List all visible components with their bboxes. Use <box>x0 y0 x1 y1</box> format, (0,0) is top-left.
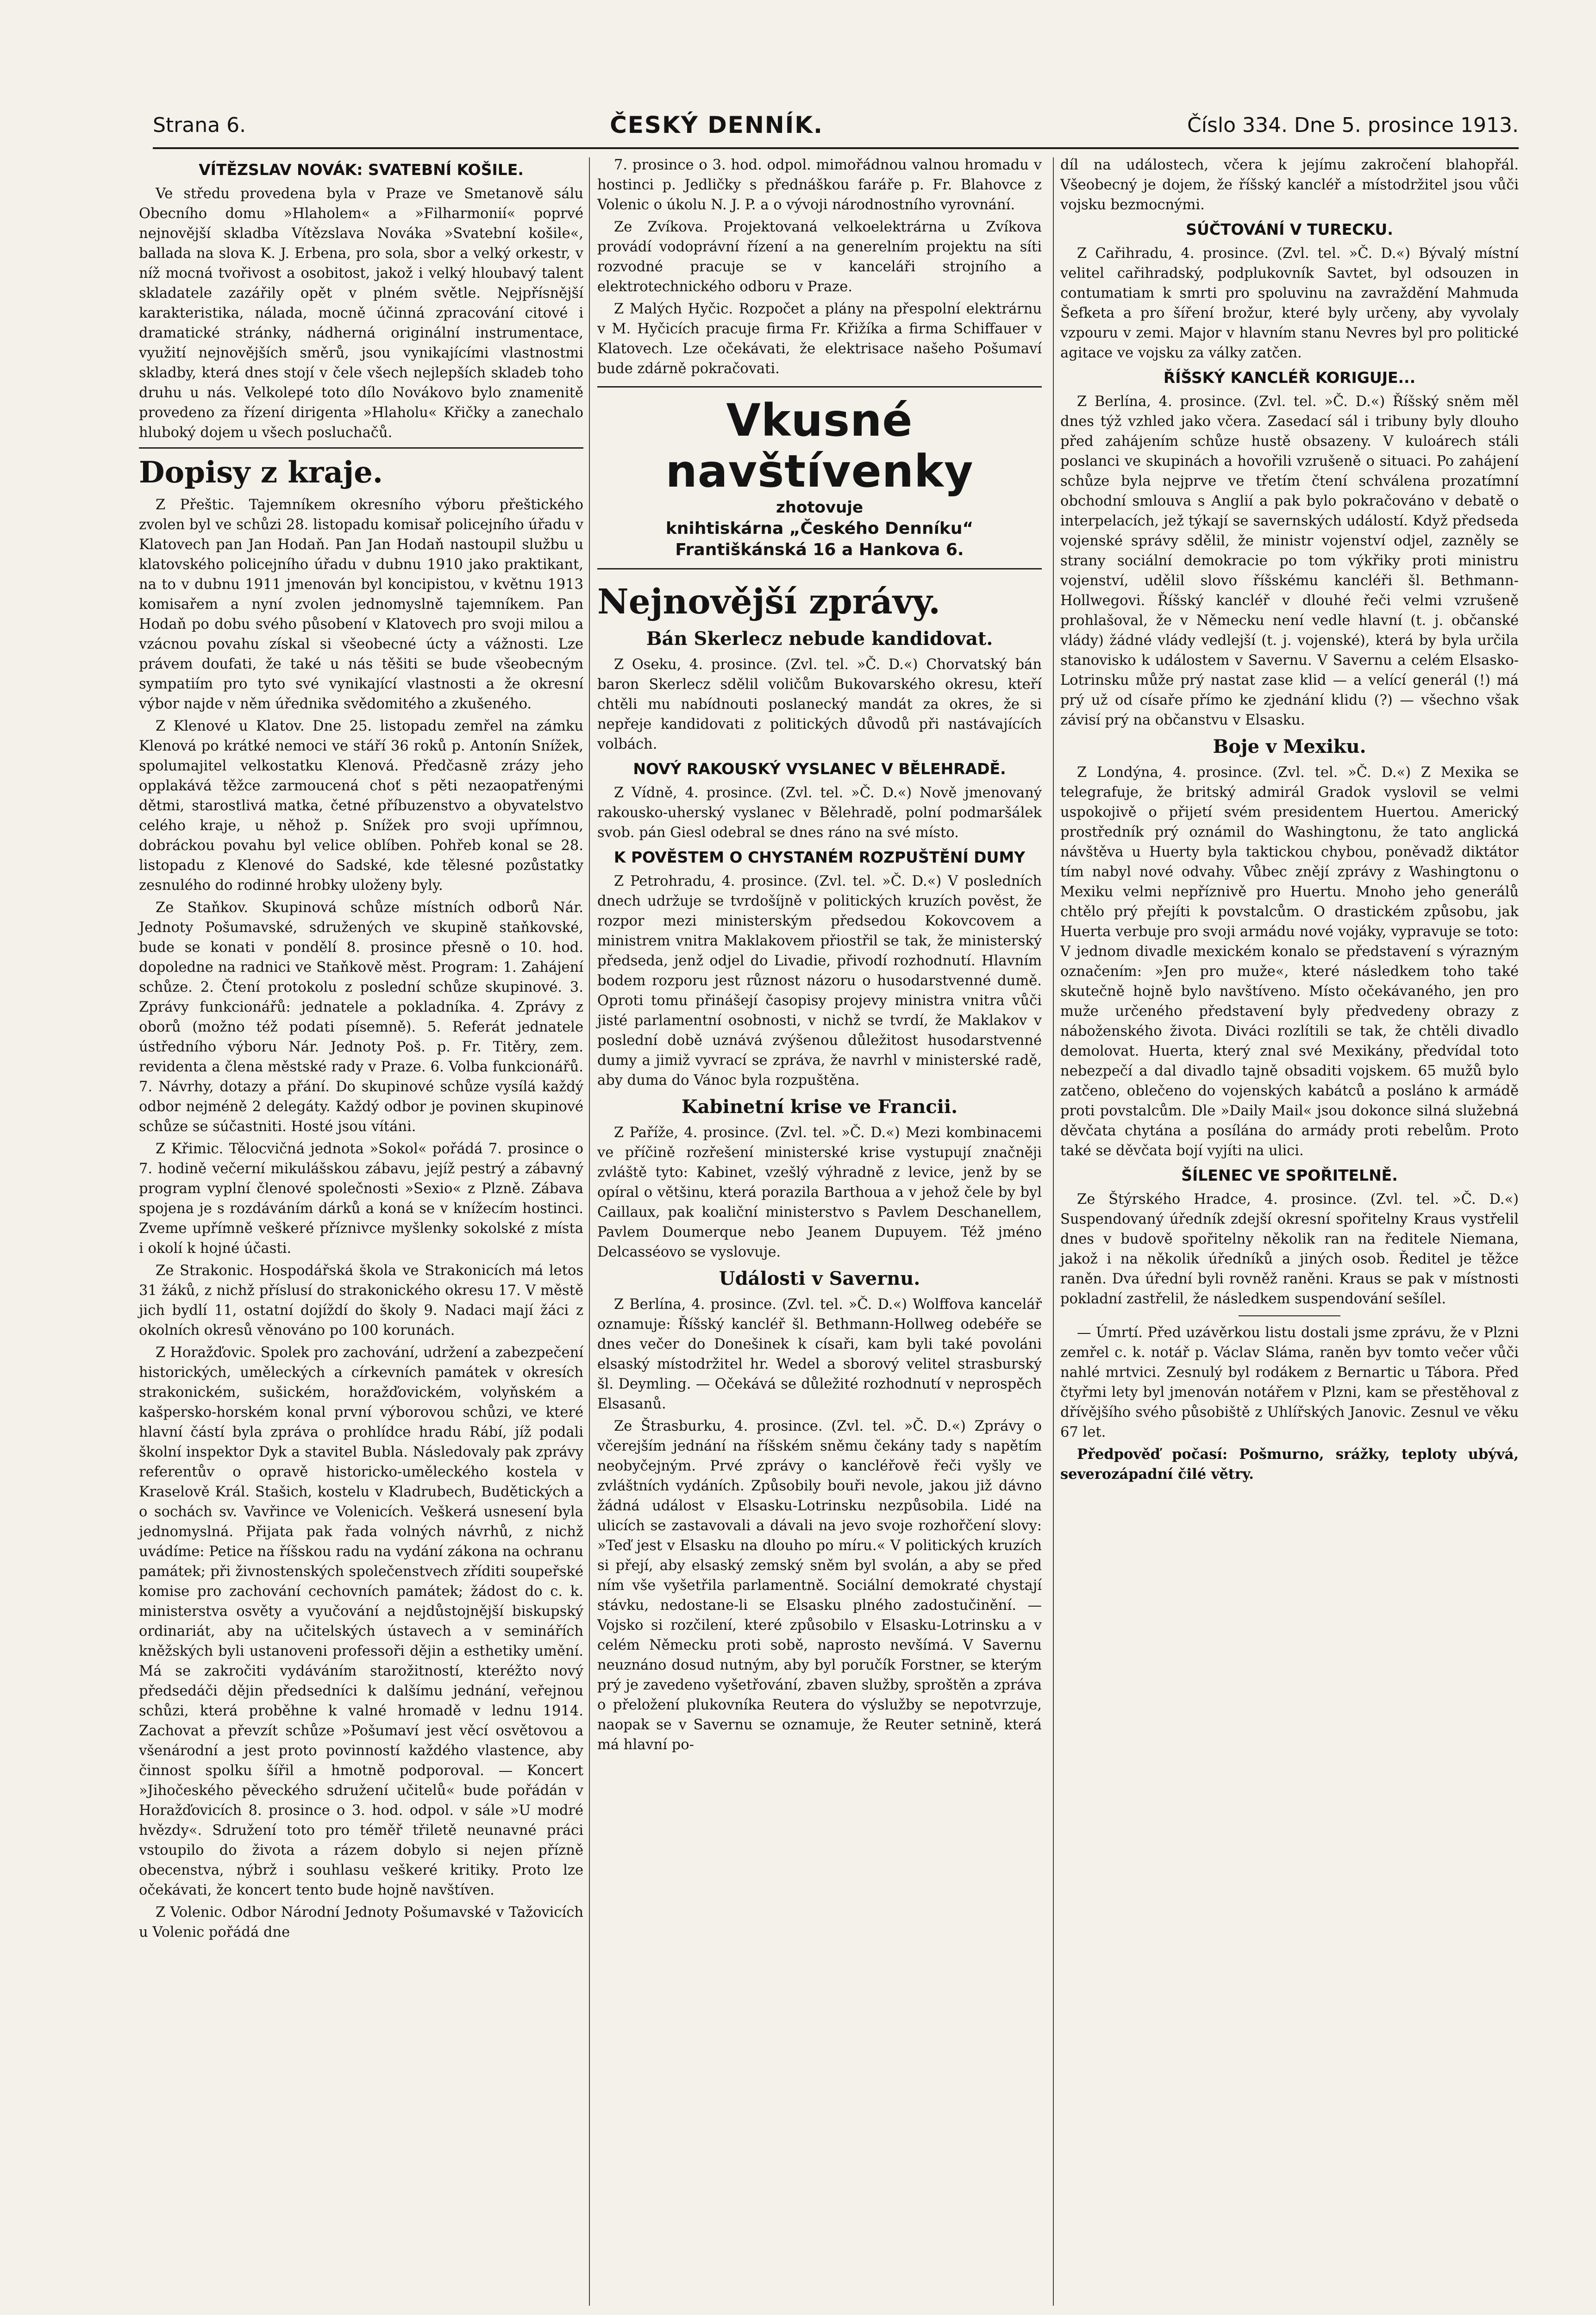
issue-info: Číslo 334. Dne 5. prosince 1913. <box>1187 113 1519 137</box>
article-mexiko: Z Londýna, 4. prosince. (Zvl. tel. »Č. D.«) Z Mexika se telegrafuje, že britský admirál Gradok vyslovil se velmi uspokojivě o přijetí svém presidentem Huertou. Americký prostředník prý oznámil do Washingtonu, že tato anglická návštěva u Huerty byla taktickou chybou, poněvadž diktátor tím nabyl nové odvahy. Vůbec znějí zprávy z Washingtonu o Mexiku velmi nepříznivě pro Huertu. Mnoho jeho generálů chtělo prý přejíti k povstalcům. O drastickém způsobu, jak Huerta verbuje pro svoji armádu nové vojáky, vypravuje se toto: V jednom divadle mexickém konalo se představení s výrazným označením: »Jen pro muže«, které následkem toho také skutečně hojně bylo navštíveno. Místo očekávaného, jen pro muže určeného představení byly předvedeny obrazy z náboženského života. Diváci rozlítili se tak, že chtěli divadlo demolovat. Huerta, který znal své Mexikány, předvídal toto nebezpečí a dal divadlo tajně obsaditi vojskem. 65 mužů bylo zatčeno, oblečeno do vojenských kabátců a posláno k armádě proti povstalcům. Dle »Daily Mail« jsou dokonce silná služebná děvčata chytána a posílána do armády proti rebelům. Proto také se děvčata bojí vyjíti na ulici. <box>1060 764 1519 1159</box>
headline: Kabinetní krise ve Francii. <box>682 1096 958 1118</box>
article-duma: Z Petrohradu, 4. prosince. (Zvl. tel. »Č. D.«) V posledních dnech udržuje se tvrdošíjně v politických kruzích pověst, že rozpor mezi ministerským předsedou Kokovcovem a ministrem vnitra Maklakovem přiostřil se tak, že ministerský předseda, jenž odjel do Livadie, přivodí rozhodnutí. Hlavním bodem rozporu jest různost názoru o husodarstvenné dumě. Oproti tomu přinášejí časopisy projevy ministra vnitra vůči jisté parlamentní osobnosti, v nichž se tvrdí, že Maklakov v poslední době uznává zvýšenou důležitost husodarstvenné dumy a jimiž vyvrací se zpráva, že navrhl v ministerské radě, aby duma do Vánoc byla rozpuštěna. <box>597 873 1042 1089</box>
weather-forecast: Předpověď počasí: Pošmurno, srážky, teploty ubývá, severozápadní čilé větry. <box>1060 1446 1519 1483</box>
news-heading: Nejnovější zprávy. <box>597 582 941 622</box>
headline: ŘÍŠSKÝ KANCLÉŘ KORIGUJE... <box>1163 369 1416 387</box>
ad-line: zhotovuje <box>776 498 864 517</box>
article-saverne-cont: díl na událostech, včera k jejímu zakročení blahopřál. Všeobecný je dojem, že říšský kancléř a místodržitel jsou vůči vojsku bezmocnými. <box>1060 157 1519 213</box>
article-kancler: Z Berlína, 4. prosince. (Zvl. tel. »Č. D.«) Říšský sněm měl dnes týž vzhled jako včera. Zasedací sál i tribuny byly dlouho před zahájením schůze hustě obsazeny. V kuloárech stáli poslanci ve skupinách a hovořili vzrušeně o situaci. Po zahájení schůze byla nejprve ve třetím čtení schválena prozatímní obchodní smlouva s Anglií a pak bylo pokračováno v debatě o interpelacích, jež týkají se savernských událostí. Když předseda vojenské správy sdělil, že ministr vojenství odjel, zazněly se strany sociální demokracie po tom výkřiky proti ministru vojenství, udělil slovo říšskému kancléři šl. Bethmann-Hollwegovi. Říšský kancléř v dlouhé řeči velmi vzrušeně prohlašoval, že v Německu není vedle hlavní (t. j. občanské vlády) žádné vlády vedlejší (t. j. vojenské), která by byla určila stanovisko k událostem v Savernu. V Savernu a celém Elsasko-Lotrinsku může prý nastat zase klid — a velící generál (!) má prý už od císaře přímo ke zjednání klidu (?) — všechno však závisí prý na občanstvu v Elsasku. <box>1060 394 1519 728</box>
column-divider <box>589 157 590 2306</box>
article-skerlecz: Z Oseku, 4. prosince. (Zvl. tel. »Č. D.«) Chorvatský bán baron Skerlecz sdělil voličům Bukovarského okresu, kteří chtěli mu nabídnouti poslanecký mandát za okres, že si nepřeje kandidovati z politických důvodů při nastávajících volbách. <box>597 657 1042 752</box>
headline: NOVÝ RAKOUSKÝ VYSLANEC V BĚLEHRADĚ. <box>633 760 1006 778</box>
ad-title: Vkusné navštívenky <box>665 394 974 497</box>
article-saverne-2: Ze Štrasburku, 4. prosince. (Zvl. tel. »Č. D.«) Zprávy o včerejším jednání na říšském sněmu čekány tady s napětím neobyčejným. Prvé zprávy o kancléřově řeči vyšly ve zvláštních vydáních. Způsobily bouři nevole, jakou již dávno žádná událost v Elsasku-Lotrinsku nezpůsobila. Lidé na ulicích se zastavovali a dávali na jevo svoje rozhořčení slovy: »Teď jest v Elsasku na dlouho po míru.« V politických kruzích si přejí, aby elsaský zemský sněm byl svolán, a aby se před ním vše vyšetřila parlamentně. Sociální demokraté chystají stávku, nedostane-li se Elsasku plného zadostučinění. — Vojsko si rozčilení, které způsobilo v Elsasku-Lotrinsku a v celém Německu proti sobě, naprosto nevšímá. V Savernu neuznáno dosud nutným, aby byl poručík Forstner, se kterým prý je zavedeno vyšetřování, zbaven služby, sproštěn a zpráva o přeložení plukovníka Reutera do výslužby se nepotvrzuje, naopak se v Savernu se oznamuje, že Reuter setnině, která má hlavní po- <box>597 1418 1042 1753</box>
ad-line: knihtiskárna „Českého Denníku“ <box>665 519 974 538</box>
page-number: Strana 6. <box>153 113 246 137</box>
article-prestice: Z Přeštic. Tajemníkem okresního výboru přeštického zvolen byl ve schůzi 28. listopadu komisař policejního úřadu v Klatovech pan Jan Hodaň. Pan Jan Hodaň nastoupil službu u klatovského policejního úřadu v dubnu 1910 jako praktikant, na to v dubnu 1911 jmenován byl koncipistou, v květnu 1913 komisařem a nyní zvolen jednomyslně tajemníkem. Pan Hodaň po dobu svého působení v Klatovech pro svoji milou a vzácnou povahu získal si všeobecné úcty a vážnosti. Lze právem doufati, že také u nás těšiti se bude všeobecným sympatiím pro tyto své vynikající vlastnosti a že okresní výbor najde v něm úřednika svědomitého a zkušeného. <box>139 497 583 712</box>
article-sporitelna: Ze Štýrského Hradce, 4. prosince. (Zvl. tel. »Č. D.«) Suspendovaný úředník zdejší okresní spořitelny Kraus vystřelil dnes v budově spořitelny několik ran na ředitele Niemana, jakož i na několik úředníků a jiných osob. Ředitel je těžce raněn. Dva úřední byli rovněž raněni. Kraus se pak v místnosti pokladní zastřelil, že následkem suspendování sešílel. <box>1060 1191 1519 1307</box>
header-rule <box>153 147 1519 149</box>
article-novak: Ve středu provedena byla v Praze ve Smetanově sálu Obecního domu »Hlaholem« a »Filharmonií« poprvé nejnovější skladba Vítězslava Nováka »Svatební košile«, ballada na slova K. J. Erbena, pro sola, sbor a velký orkestr, v níž mocná tvořivost a osobitost, jakož i velký hloubavý talent skladatele zazářily opět v plném světle. Nejpřísnější karakteristika, nálada, mocně účinná zpracování citové i dramatické stránky, nádherná originální instrumentace, využití nejnovějších směrů, jsou vynikajícími vlastnostmi skladby, která dnes stojí v čele všech nejlepších skladeb toho druhu u nás. Velkolepé toto dílo Novákovo bylo znamenitě provedeno za řízení dirigenta »Hlaholu« Křičky a zanechalo hluboký dojem u všech posluchačů. <box>139 186 583 441</box>
article-volenice: Z Volenic. Odbor Národní Jednoty Pošumavské v Tažovicích u Volenic pořádá dne <box>139 1904 583 1940</box>
divider <box>139 447 583 449</box>
newspaper-title: ČESKÝ DENNÍK. <box>610 112 823 138</box>
dopisy-heading: Dopisy z kraje. <box>139 455 383 490</box>
page-header <box>153 104 1519 146</box>
article-klenova: Z Klenové u Klatov. Dne 25. listopadu zemřel na zámku Klenová po krátké nemoci ve stáří 36 roků p. Antonín Snížek, spolumajitel velkostatku Klenová. Předčasně zrázy jeho opplakává těžce zarmoucená choť s pěti nezaopatřenými dětmi, starostlivá matka, četné příbuzenstvo a obyvatelstvo celého kraje, u něhož p. Snížek pro svoji upřímnou, dobráckou povahu byl velice oblíben. Pohřeb konal se 28. listopadu z Klenové do Sadské, kde tělesné pozůstatky zesnulého do rodinné hrobky uloženy byly. <box>139 718 583 894</box>
article-zvikov: Ze Zvíkova. Projektovaná velkoelektrárna u Zvíkova provádí vodoprávní řízení a na generelním projektu na síti rozvodné pracuje se v kanceláři strojního a elektrotechnického odboru v Praze. <box>597 219 1042 295</box>
article-saverne-1: Z Berlína, 4. prosince. (Zvl. tel. »Č. D.«) Wolffova kancelář oznamuje: Říšský kancléř šl. Bethmann-Hollweg odebéře se dnes večer do Donešinek k císaři, kam byli také povoláni elsaský místodržitel hr. Wedel a sborový velitel strasburský šl. Deymling. — Očekává se důležité rozhodnutí v neprospěch Elsasanů. <box>597 1296 1042 1412</box>
ad-line: Františkánská 16 a Hankova 6. <box>675 540 964 559</box>
article-volenice-cont: 7. prosince o 3. hod. odpol. mimořádnou valnou hromadu v hostinci p. Jedličky s přednáškou faráře p. Fr. Blahovce z Volenic o úkolu N. J. P. a o vývoji národnostního vyrovnání. <box>597 157 1042 213</box>
article-turecko: Z Cařihradu, 4. prosince. (Zvl. tel. »Č. D.«) Bývalý místní velitel cařihradský, podplukovník Savtet, byl odsouzen in contumatiam k smrti pro spoluvinu na zavraždění Mahmuda Šefketa a pro šíření brožur, které byly určeny, aby vyvolaly vzpouru v zemi. Major v hlavním stanu Nevres byl pro politické agitace ve vojsku za války zatčen. <box>1060 245 1519 361</box>
novak-title: VÍTĚZSLAV NOVÁK: SVATEBNÍ KOŠILE. <box>199 161 524 179</box>
headline: Události v Savernu. <box>719 1268 920 1289</box>
article-vyslanec: Z Vídně, 4. prosince. (Zvl. tel. »Č. D.«) Nově jmenovaný rakousko-uherský vyslanec v Bělehradě, polní podmaršálek svob. pán Giesl odebral se dnes ráno na své místo. <box>597 785 1042 841</box>
headline: K POVĚSTEM O CHYSTANÉM ROZPUŠTĚNÍ DUMY <box>613 848 1026 866</box>
headline: ŠÍLENEC VE SPOŘITELNĚ. <box>1181 1166 1398 1184</box>
column-1 <box>139 155 583 1945</box>
advertisement <box>597 386 1042 569</box>
article-horazdovice: Z Horažďovic. Spolek pro zachování, udržení a zabezpečení historických, uměleckých a církevních památek v okresích strakonickém, sušickém, horažďovickém, volyňském a kašpersko-horském konal první výborovou schůzi, ve které hlavní částí byla zpráva o prohlídce hradu Rábí, jíž podali školní inspektor Dyk a stavitel Bubla. Následovaly pak zprávy referentův o opravě historicko-uměleckého kostela v Kraselově Král. Stašich, kostelu v Kladrubech, Budětických a o sochách sv. Vavřince ve Volenicích. Veškerá usnesení byla jednomyslná. Přijata pak řada volných návrhů, z nichž uvádíme: Petice na říšskou radu na vydání zákona na ochranu památek; při živnostenských společenstvech zříditi soupeřské komise pro zachování cechovních památek; žádost do c. k. ministerstva osvěty a vyučování a nejdůstojnější biskupský ordinariát, aby na učitelských ústavech a v seminářích kněžských byli ustanoveni professoři dějin a esthetiky umění. Má se zakročiti vydáváním starožitností, kteréžto nový předsedáči dějin předsedníci k dalšímu jednání, veřejnou schůzi, která proběhne k valné hromadě v lednu 1914. Zachovat a převzít schůze »Pošumaví jest věcí osvětovou a všenárodní a jest proto povinností každého vlastence, aby činnost spolku šířil a hmotně podporoval. — Koncert »Jihočeského pěveckého sdružení učitelů« bude pořádán v Horažďovicích 8. prosince o 3. hod. odpol. v sále »U modré hvězdy«. Sdružení toto pro téměř třiletě neunavné práci vstoupilo do života a rázem dobylo si nejen přízně obecenstva, nýbrž i souhlasu veškeré kritiky. Proto lze očekávati, že koncert tento bude hojně navštíven. <box>139 1345 583 1898</box>
article-strakonice: Ze Strakonic. Hospodářská škola ve Strakonicích má letos 31 žáků, z nichž příslusí do strakonického okresu 17. V městě jich bydlí 11, ostatní dojíždí do školy 9. Nadaci mají žáci z okolních okresů věnováno po 100 korunách. <box>139 1263 583 1339</box>
article-francie: Z Paříže, 4. prosince. (Zvl. tel. »Č. D.«) Mezi kombinacemi ve příčině rozřešení ministerské krise vystupují značněji zvláště tyto: Kabinet, vzešlý výhradně z levice, jenž by se opíral o většinu, která porazila Barthoua a v jehož čele by byl Caillaux, pak koaliční ministerstvo s Pavlem Deschanellem, Pavlem Doumerque nebo Jeanem Dupuyem. Též jméno Delcasséovo se vyslovuje. <box>597 1125 1042 1260</box>
article-stankov: Ze Staňkov. Skupinová schůze místních odborů Nár. Jednoty Pošumavské, sdružených ve skupině staňkovské, bude se konati v pondělí 8. prosince přesně o 10. hod. dopoledne na radnici ve Staňkově měst. Program: 1. Zahájení schůze. 2. Čtení protokolu z poslední schůze skupinové. 3. Zprávy funkcionářů: jednatele a pokladníka. 4. Zprávy z oborů (možno též podati písemně). 5. Referát jednatele ústředního výboru Nár. Jednoty Poš. p. Fr. Titěry, zem. revidenta a člena městské rady v Praze. 6. Volba funkcionářů. 7. Návrhy, dotazy a přání. Do skupinové schůze vysílá každý odbor nejméně 2 delegáty. Každý odbor je povinen skupinové schůze se súčastniti. Hosté jsou vítáni. <box>139 900 583 1135</box>
article-krimice: Z Křimic. Tělocvičná jednota »Sokol« pořádá 7. prosince o 7. hodině večerní mikulášskou zábavu, jejíž pestrý a zábavný program vyplní členové společnosti »Sexio« z Plzně. Zábava spojena je s rozdáváním dárků a koná se v knížecím hostinci. Zveme upřímně veškeré příznivce myšlenky sokolské z místa i okolí k hojné účasti. <box>139 1141 583 1257</box>
column-divider <box>1053 157 1054 2306</box>
headline: SÚČTOVÁNÍ V TURECKU. <box>1186 220 1393 238</box>
article-hycice: Z Malých Hyčic. Rozpočet a plány na přespolní elektrárnu v M. Hyčicích pracuje firma Fr. Křižíka a firma Schiffauer v Klatovech. Lze očekávati, že elektrisace našeho Pošumaví bude zdárně pokračovati. <box>597 301 1042 377</box>
column-3 <box>1060 155 1519 1487</box>
headline: Bán Skerlecz nebude kandidovat. <box>646 628 993 650</box>
divider <box>1239 1315 1340 1316</box>
column-2 <box>597 155 1042 1757</box>
headline: Boje v Mexiku. <box>1213 736 1366 757</box>
article-umrti: — Úmrtí. Před uzávěrkou listu dostali jsme zprávu, že v Plzni zemřel c. k. notář p. Václav Sláma, raněn byv tomto večer vůči nahlé mrtvici. Zesnulý byl rodákem z Bernartic u Tábora. Před čtyřmi lety byl jmenován notářem v Plzni, kam se přestěhoval z dřívějšího svého působiště z Uhlířských Janovic. Zesnul ve věku 67 let. <box>1060 1325 1519 1440</box>
